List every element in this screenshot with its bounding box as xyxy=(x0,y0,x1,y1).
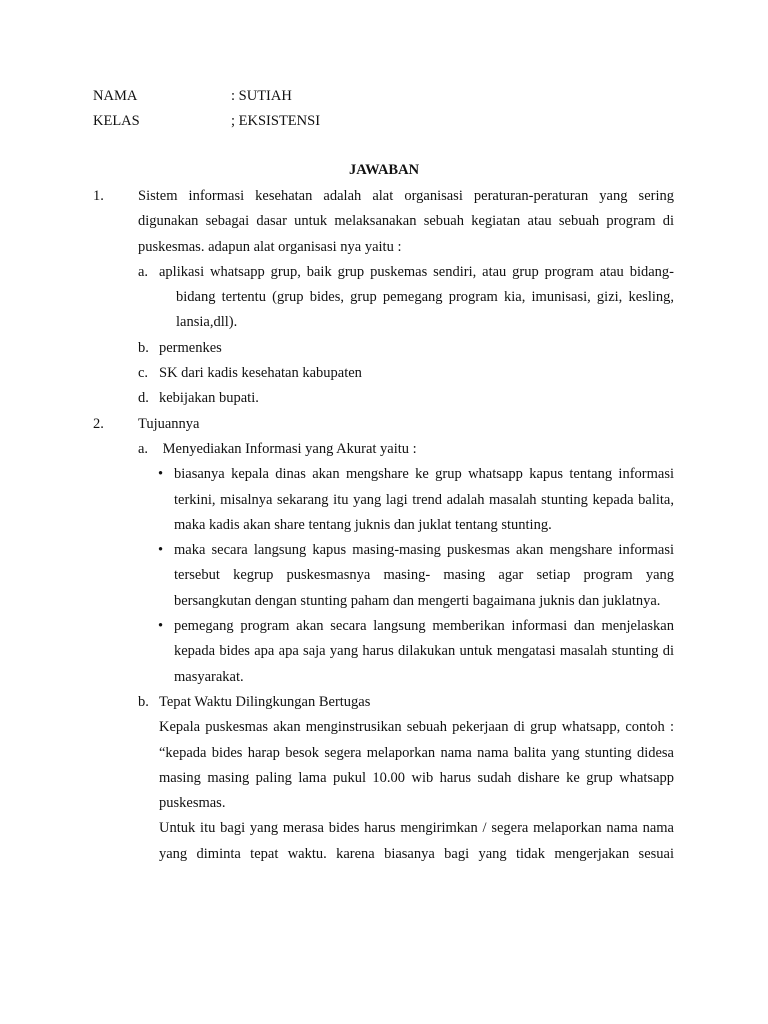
q1-item-a-letter: a. xyxy=(138,263,149,280)
question-2-intro: Tujuannya xyxy=(138,415,200,432)
class-label: KELAS xyxy=(93,113,140,129)
bullet-icon: • xyxy=(158,542,164,559)
bullet-text: biasanya kepala dinas akan mengshare ke grup whatsapp kapus tentang informasi terkini, misalnya sekarang itu yang lagi trend adalah masalah stunting kepada balita, maka kadis akan share tentang juknis dan juklat tentang stunting. xyxy=(174,466,674,533)
bullet-icon: • xyxy=(158,618,164,635)
bullet-item xyxy=(138,614,674,690)
bullet-item xyxy=(138,538,674,614)
q1-item-c xyxy=(138,361,674,386)
q2-item-a-heading: Menyediakan Informasi yang Akurat yaitu : xyxy=(159,440,417,457)
q1-item-c-letter: c. xyxy=(138,365,149,382)
question-1-number: 1. xyxy=(93,188,104,204)
question-2 xyxy=(93,412,674,867)
q1-item-d-letter: d. xyxy=(138,390,149,407)
q1-item-b xyxy=(138,336,674,361)
answer-content xyxy=(93,184,674,867)
question-2-number: 2. xyxy=(93,415,104,432)
q1-item-a-text: aplikasi whatsapp grup, baik grup puskemas sendiri, atau grup program atau bidang-bidang tertentu (grup bides, grup pemegang program kia, imunisasi, gizi, kesling, lansia,dll). xyxy=(159,263,674,331)
question-1 xyxy=(93,184,674,412)
name-label: NAMA xyxy=(93,88,138,104)
bullet-icon: • xyxy=(158,466,164,483)
q2-item-a xyxy=(138,437,674,462)
bullet-text: maka secara langsung kapus masing-masing puskesmas akan mengshare informasi tersebut kegrup puskesmasnya masing- masing agar setiap program yang bersangkutan dengan stunting paham dan mengerti bagaimana juknis dan juklatnya. xyxy=(174,542,674,609)
class-row xyxy=(93,109,320,134)
q1-item-d-text: kebijakan bupati. xyxy=(159,390,259,407)
q2-item-b xyxy=(138,690,674,715)
q2-item-b-letter: b. xyxy=(138,693,149,710)
q2-b-paragraph: Kepala puskesmas akan menginstrusikan sebuah pekerjaan di grup whatsapp, contoh : “kepada bides harap besok segera melaporkan nama nama balita yang stunting didesa masing masing paling lama pukul 10.00 wib harus sudah dishare ke grup whatsapp puskesmas. xyxy=(159,719,674,812)
q1-item-d xyxy=(138,386,674,411)
name-value: : SUTIAH xyxy=(231,88,292,104)
bullet-item xyxy=(138,462,674,538)
bullet-text: pemegang program akan secara langsung memberikan informasi dan menjelaskan kepada bides apa apa saja yang harus dilakukan untuk mengatasi masalah stunting di masyarakat. xyxy=(174,618,674,685)
q2-item-b-heading: Tepat Waktu Dilingkungan Bertugas xyxy=(159,693,371,710)
name-row xyxy=(93,84,292,109)
class-value: ; EKSISTENSI xyxy=(231,113,321,129)
q1-item-b-letter: b. xyxy=(138,339,149,356)
q1-item-a xyxy=(138,260,674,336)
q2-item-a-letter: a. xyxy=(138,440,149,457)
question-1-intro: Sistem informasi kesehatan adalah alat organisasi peraturan-peraturan yang sering digunakan sebagai dasar untuk melaksanakan sebuah kegiatan atau sebuah program di puskesmas. adapun alat organisasi nya yaitu : xyxy=(138,188,674,255)
q1-item-b-text: permenkes xyxy=(159,339,222,356)
q2-b-paragraph: Untuk itu bagi yang merasa bides harus mengirimkan / segera melaporkan nama nama yang diminta tepat waktu. karena biasanya bagi yang tidak mengerjakan sesuai xyxy=(159,820,674,862)
q1-item-c-text: SK dari kadis kesehatan kabupaten xyxy=(159,365,362,382)
page-title: JAWABAN xyxy=(348,162,420,178)
